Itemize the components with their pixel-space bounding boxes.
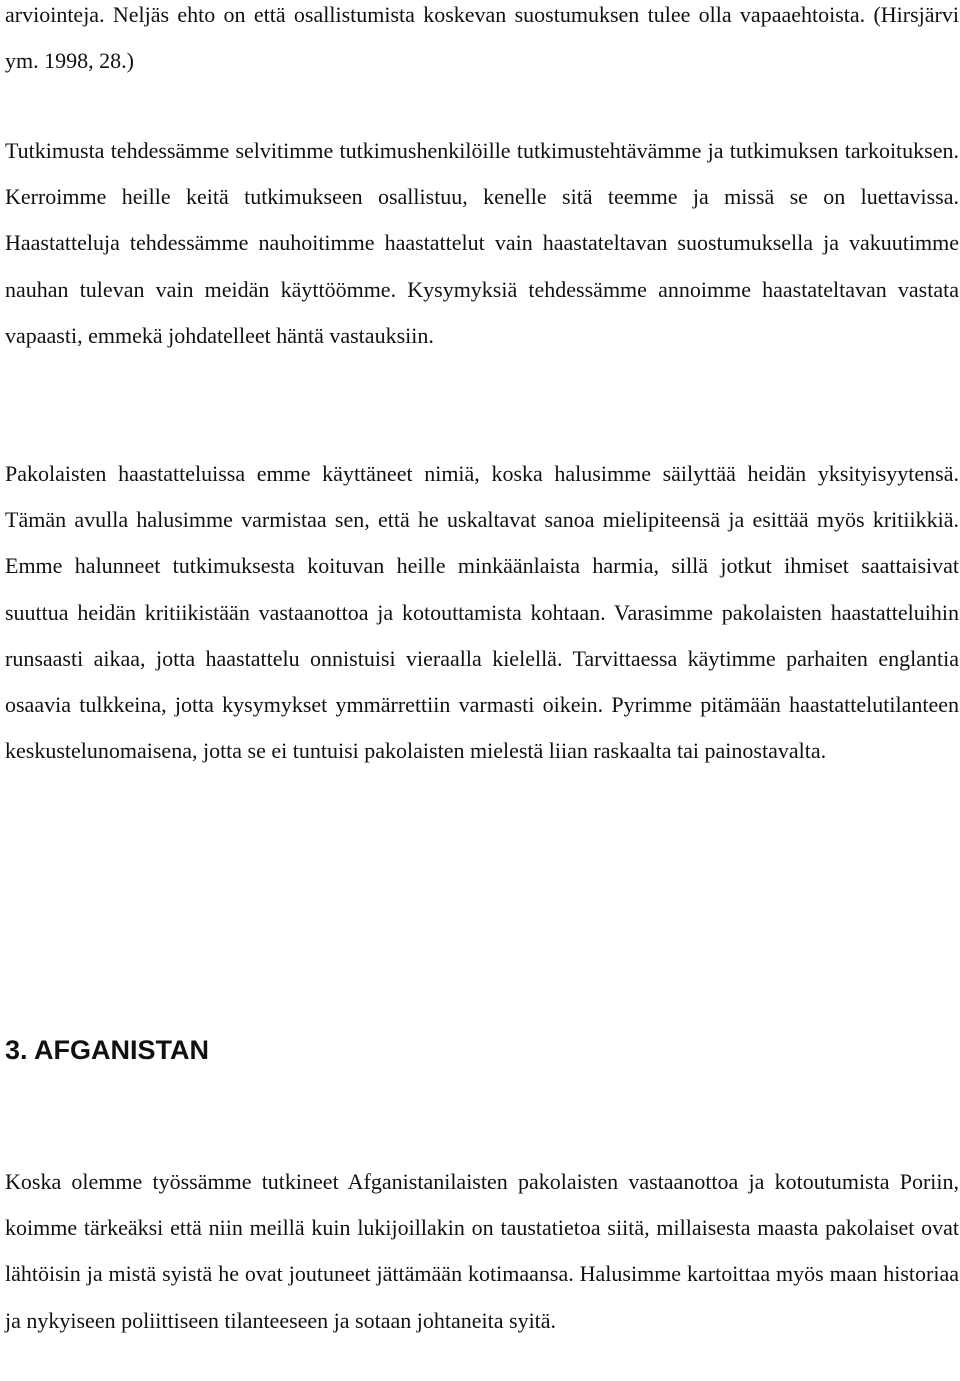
paragraph-afghanistan-intro: Koska olemme työssämme tutkineet Afganistanilaisten pakolaisten vastaanottoa ja kotoutumista Poriin, koimme tärkeäksi että niin meillä kuin lukijoillakin on taustatietoa siitä, millaisesta maasta pakolaiset ovat lähtöisin ja mistä syistä he ovat joutuneet jättämään kotimaansa. Halusimme kartoittaa myös maan historiaa ja nykyiseen poliittiseen tilanteeseen ja sotaan johtaneita syitä. xyxy=(5,1169,959,1333)
paragraph-consent-conditions: arviointeja. Neljäs ehto on että osallistumista koskevan suostumuksen tulee olla vapaaehtoista. (Hirsjärvi ym. 1998, 28.) xyxy=(5,2,959,74)
paragraph-research-ethics: Tutkimusta tehdessämme selvitimme tutkimushenkilöille tutkimustehtävämme ja tutkimuksen tarkoituksen. Kerroimme heille keitä tutkimukseen osallistuu, kenelle sitä teemme ja missä se on luettavissa. Haastatteluja tehdessämme nauhoitimme haastattelut vain haastateltavan suostumuksella ja vakuutimme nauhan tulevan vain meidän käyttöömme. Kysymyksiä tehdessämme annoimme haastateltavan vastata vapaasti, emmekä johdatelleet häntä vastauksiin. xyxy=(5,138,959,348)
paragraph-refugee-interviews: Pakolaisten haastatteluissa emme käyttäneet nimiä, koska halusimme säilyttää heidän yksityisyytensä. Tämän avulla halusimme varmistaa sen, että he uskaltavat sanoa mielipiteensä ja esittää myös kritiikkiä. Emme halunneet tutkimuksesta koituvan heille minkäänlaista harmia, sillä jotkut ihmiset saattaisivat suuttua heidän kritiikistään vastaanottoa ja kotouttamista kohtaan. Varasimme pakolaisten haastatteluihin runsaasti aikaa, jotta haastattelu onnistuisi vieraalla kielellä. Tarvittaessa käytimme parhaiten englantia osaavia tulkkeina, jotta kysymykset ymmärrettiin varmasti oikein. Pyrimme pitämään haastattelutilanteen keskustelunomaisena, jotta se ei tuntuisi pakolaisten mielestä liian raskaalta tai painostavalta. xyxy=(5,461,959,764)
section-heading: 3. AFGANISTAN xyxy=(5,1035,210,1065)
